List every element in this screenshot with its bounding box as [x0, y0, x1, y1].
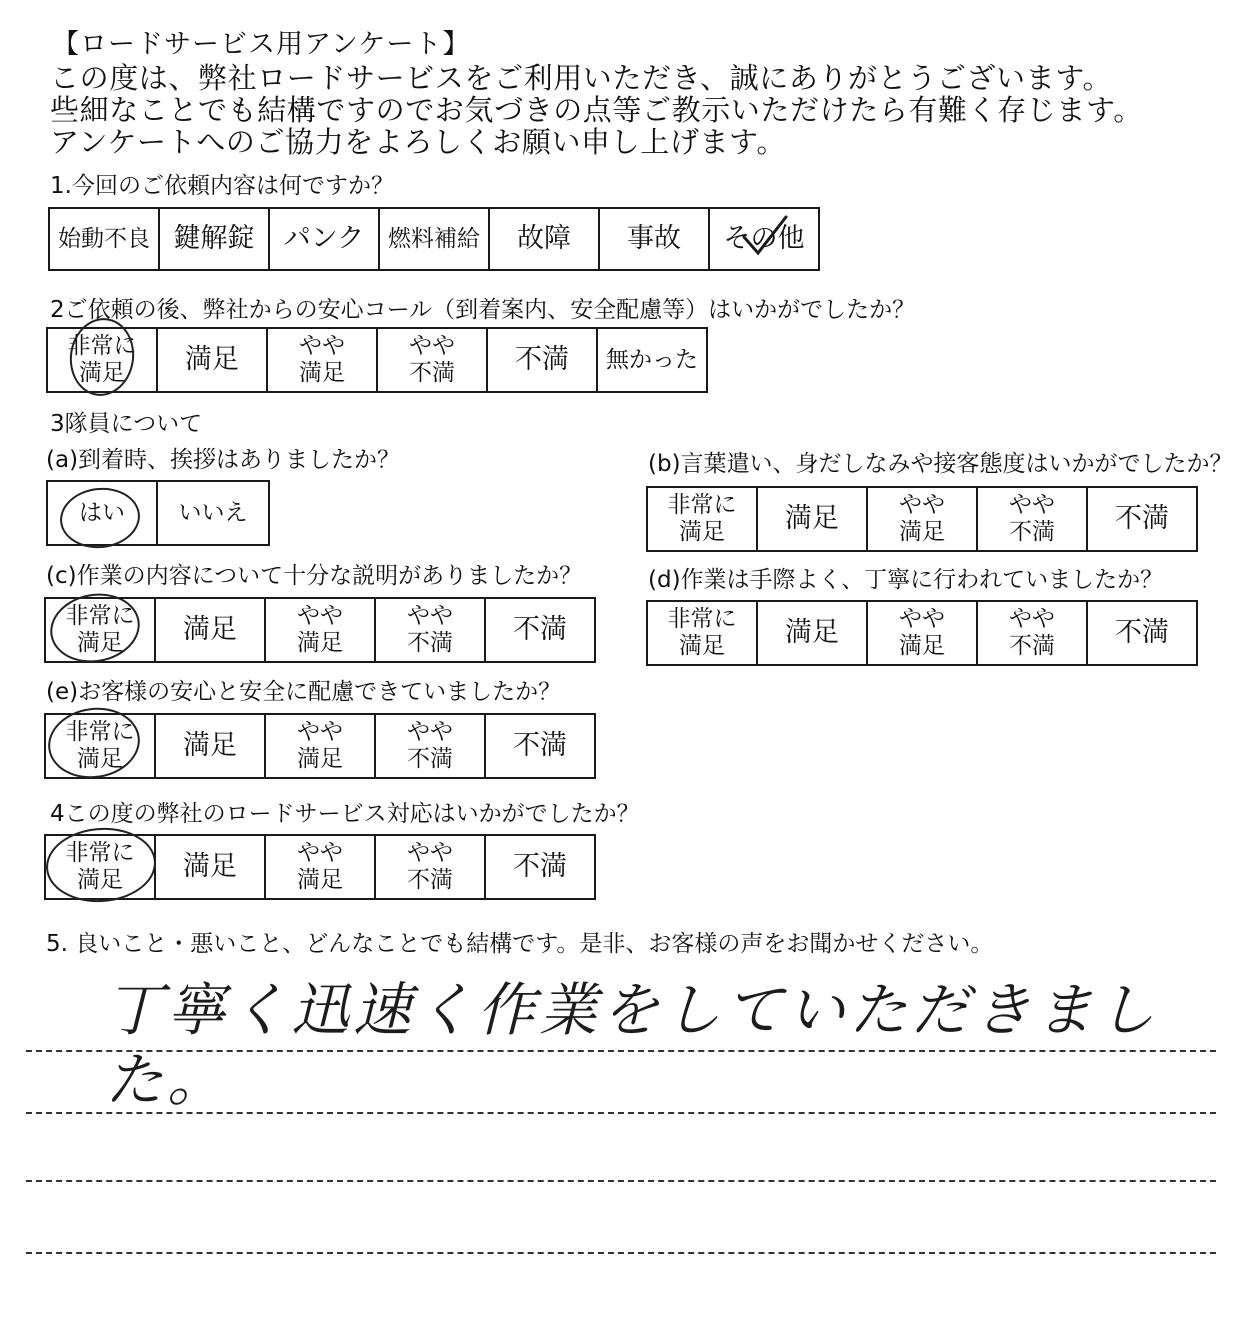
question-3c-label: (c)作業の内容について十分な説明がありましたか？	[46, 563, 583, 589]
option-hijou-ni-manzoku[interactable]: 非常に満足	[48, 329, 158, 391]
option-yaya-manzoku[interactable]: やや満足	[266, 836, 376, 898]
question-4-options	[44, 834, 596, 900]
option-yaya-fuman[interactable]: やや不満	[376, 599, 486, 661]
handwritten-answer[interactable]: 丁寧く迅速く作業をしていただきました。	[105, 976, 1160, 1114]
question-3a-label: (a)到着時、挨拶はありましたか？	[46, 447, 401, 473]
option-yaya-manzoku[interactable]: やや満足	[266, 599, 376, 661]
question-3-label: 3隊員について	[50, 411, 203, 437]
option-iie[interactable]: いいえ	[178, 499, 248, 526]
question-3d-label: (d)作業は手際よく、丁寧に行われていましたか？	[648, 567, 1164, 593]
option-hijou-ni-manzoku[interactable]: 非常に満足	[46, 599, 156, 661]
question-3a-options	[46, 480, 270, 546]
option-yaya-manzoku[interactable]: やや満足	[868, 602, 978, 664]
option-fuman[interactable]: 不満	[513, 730, 567, 761]
option-manzoku[interactable]: 満足	[158, 329, 268, 391]
option-koshou[interactable]: 故障	[490, 209, 600, 269]
option-yaya-manzoku[interactable]: やや満足	[268, 329, 378, 391]
option-sonota[interactable]	[710, 209, 818, 269]
question-3e-label: (e)お客様の安心と安全に配慮できていましたか？	[46, 679, 562, 705]
question-4-label: 4この度の弊社のロードサービス対応はいかがでしたか？	[50, 801, 640, 827]
answer-line	[26, 1050, 1216, 1052]
option-hijou-ni-manzoku[interactable]: 非常に満足	[648, 488, 758, 550]
intro-line-2: 些細なことでも結構ですのでお気づきの点等ご教示いただけたら有難く存じます。	[50, 93, 1143, 127]
option-nakatta[interactable]: 無かった	[606, 346, 698, 373]
answer-line	[26, 1180, 1216, 1182]
option-yaya-fuman[interactable]: やや不満	[376, 836, 486, 898]
question-3e-options	[44, 713, 596, 779]
question-1-label: 1.今回のご依頼内容は何ですか？	[50, 173, 394, 199]
question-3b-options	[646, 486, 1198, 552]
option-yaya-fuman[interactable]: やや不満	[978, 602, 1088, 664]
option-fuman[interactable]: 不満	[1115, 503, 1169, 534]
question-1-options	[48, 207, 820, 271]
option-hai[interactable]: はい	[48, 482, 158, 544]
option-manzoku[interactable]: 満足	[156, 715, 266, 777]
option-manzoku[interactable]: 満足	[758, 488, 868, 550]
option-fuman[interactable]: 不満	[488, 329, 598, 391]
option-fuman[interactable]: 不満	[1115, 617, 1169, 648]
intro-line-1: この度は、弊社ロードサービスをご利用いただき、誠にありがとうございます。	[50, 61, 1113, 95]
question-5-label: 5. 良いこと・悪いこと、どんなことでも結構です。是非、お客様の声をお聞かせください。	[46, 931, 994, 957]
option-fuman[interactable]: 不満	[513, 614, 567, 645]
option-manzoku[interactable]: 満足	[156, 599, 266, 661]
option-nenryou-hokyuu[interactable]: 燃料補給	[380, 209, 490, 269]
answer-line	[26, 1252, 1216, 1254]
option-hijou-ni-manzoku[interactable]: 非常に満足	[46, 836, 156, 898]
option-hijou-ni-manzoku[interactable]: 非常に満足	[46, 715, 156, 777]
option-fuman[interactable]: 不満	[513, 851, 567, 882]
question-3b-label: (b)言葉遣い、身だしなみや接客態度はいかがでしたか？	[648, 451, 1233, 477]
option-manzoku[interactable]: 満足	[758, 602, 868, 664]
option-sonota-label: その他	[723, 223, 805, 254]
option-yaya-manzoku[interactable]: やや満足	[266, 715, 376, 777]
option-jiko[interactable]: 事故	[600, 209, 710, 269]
question-3c-options	[44, 597, 596, 663]
option-yaya-fuman[interactable]: やや不満	[978, 488, 1088, 550]
intro-line-3: アンケートへのご協力をよろしくお願い申し上げます。	[50, 125, 786, 159]
question-3d-options	[646, 600, 1198, 666]
answer-line	[26, 1112, 1216, 1114]
option-hijou-ni-manzoku[interactable]: 非常に満足	[648, 602, 758, 664]
option-yaya-fuman[interactable]: やや不満	[376, 715, 486, 777]
option-manzoku[interactable]: 満足	[156, 836, 266, 898]
question-2-label: 2ご依頼の後、弊社からの安心コール（到着案内、安全配慮等）はいかがでしたか？	[50, 297, 916, 323]
option-shidou-furyou[interactable]: 始動不良	[50, 209, 160, 269]
option-yaya-fuman[interactable]: やや不満	[378, 329, 488, 391]
option-kagi-kaijou[interactable]: 鍵解錠	[160, 209, 270, 269]
question-2-options	[46, 327, 708, 393]
survey-title: 【ロードサービス用アンケート】	[52, 29, 471, 60]
option-yaya-manzoku[interactable]: やや満足	[868, 488, 978, 550]
option-panku[interactable]: パンク	[270, 209, 380, 269]
